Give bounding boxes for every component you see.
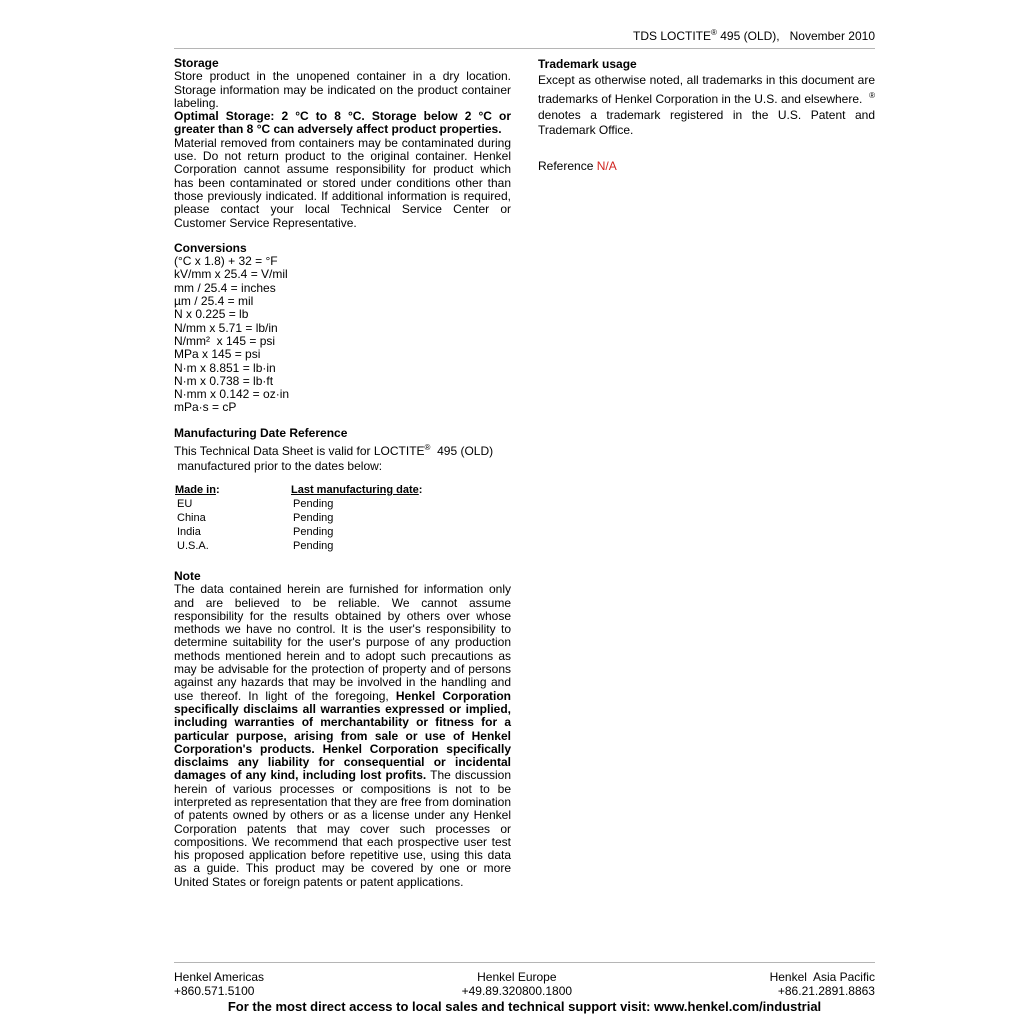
table-row (175, 540, 422, 554)
page-header (174, 28, 875, 43)
trademark-text: Except as otherwise noted, all trademarks in this document are trademarks of Henkel Corporation in the U.S. and elsewhere. (538, 72, 879, 107)
europe-phone: +49.89.320800.1800 (461, 983, 573, 998)
note-title: Note (174, 568, 201, 583)
conversion-line: MPa x 145 = psi (174, 347, 261, 362)
trademark-body (538, 72, 879, 139)
made-in-cell: EU (177, 498, 193, 511)
registered-mark: ® (711, 28, 717, 37)
left-column (174, 57, 511, 889)
americas-name: Henkel Americas (174, 970, 265, 984)
footer-divider (174, 962, 875, 963)
last-date-header (291, 484, 422, 498)
mfg-date-intro (174, 440, 511, 459)
table-header-row (175, 484, 422, 498)
storage-paragraph-3: Material removed from containers may be contaminated during use. Do not return product to the original container. Henkel Corporation cannot assume responsibility for product which has been contaminated or stored under conditions other than those previously indicated. If additional information is required, please contact your local Technical Service Center or Customer Service Representative. (174, 135, 511, 230)
mfg-intro-text: This Technical Data Sheet is valid for LOCTITE (174, 444, 425, 459)
made-in-cell: India (177, 526, 201, 539)
mfg-date-intro-cont: manufactured prior to the dates below: (174, 459, 383, 474)
date-cell: Pending (293, 540, 334, 553)
conversions-title: Conversions (174, 240, 247, 255)
colon: : (418, 484, 423, 497)
table-row (175, 526, 422, 540)
colon: : (215, 484, 220, 497)
table-row (175, 498, 422, 512)
contact-asia-pacific (770, 971, 875, 998)
reference-value: N/A (596, 158, 617, 173)
note-disclaimer: Henkel Corporation specifically disclaims all warranties expressed or implied, including warranties of merchantability or fitness for a particular purpose, arising from sale or use of Henkel Corporation's products. Henkel Corporation specifically disclaims any liability for consequential or incidental damages of any kind, including lost profits. (174, 688, 511, 783)
footer-support-banner: For the most direct access to local sales and technical support visit: www.henkel.com/industrial (227, 999, 822, 1014)
table-row (175, 512, 422, 526)
americas-phone: +860.571.5100 (174, 983, 255, 998)
made-in-cell: China (177, 512, 206, 525)
header-prefix: TDS LOCTITE (633, 29, 712, 43)
conversion-line: N/mm² x 145 = psi (174, 333, 276, 348)
date-cell: Pending (293, 498, 334, 511)
registered-mark: ® (869, 91, 875, 101)
date-cell: Pending (293, 526, 334, 539)
header-suffix: 495 (OLD), November 2010 (716, 29, 875, 43)
conversion-line: mm / 25.4 = inches (174, 280, 276, 295)
contact-americas (174, 971, 264, 998)
trademark-text-cont: denotes a trademark registered in the U.S. Patent and Trademark Office. (538, 107, 875, 138)
conversion-line: N·mm x 0.142 = oz·in (174, 387, 290, 402)
mfg-date-section (174, 427, 511, 554)
mfg-intro-product: 495 (OLD) (430, 444, 494, 459)
made-in-label: Made in (175, 484, 216, 497)
europe-name: Henkel Europe (477, 970, 557, 984)
made-in-cell: U.S.A. (177, 540, 209, 553)
date-cell: Pending (293, 512, 334, 525)
conversions-section (174, 242, 511, 415)
note-body (174, 583, 511, 889)
note-text-3: The discussion herein of various processes or compositions is not to be interpreted as representation that they are free from domination of patents owned by others or as a license under any Henkel Corporation patents that may cover such processes or compositions. We recommend that each prospective user test his proposed application before repetitive use, using this data as a guide. This product may be covered by one or more United States or foreign patents or patent applications. (174, 768, 512, 889)
asia-phone: +86.21.2891.8863 (777, 983, 875, 998)
conversion-line: mPa·s = cP (174, 400, 237, 415)
conversion-line: (°C x 1.8) + 32 = °F (174, 254, 278, 269)
storage-title: Storage (174, 56, 219, 70)
note-text-1: The data contained herein are furnished for information only and are believed to be reliable. We cannot assume responsibility for the results obtained by others over whose methods we have no control. It is the user's responsibility to determine suitability for the user's purpose of any production methods mentioned herein and to adopt such precautions as may be advisable for the protection of property and of persons against any hazards that may be involved in the handling and use thereof. In light of the foregoing, (174, 582, 511, 703)
storage-paragraph-1: Store product in the unopened container in a dry location. Storage information may be indicated on the product container labeling. (174, 69, 511, 110)
header-divider (174, 48, 875, 49)
right-column (538, 57, 879, 175)
reference-line (538, 159, 875, 175)
note-section (174, 570, 511, 889)
conversion-line: µm / 25.4 = mil (174, 294, 254, 309)
storage-optimal-paragraph: Optimal Storage: 2 °C to 8 °C. Storage below 2 °C or greater than 8 °C can adversely affect product properties. (174, 109, 511, 137)
trademark-title: Trademark usage (538, 57, 637, 71)
conversion-line: N·m x 0.738 = lb·ft (174, 373, 274, 388)
conversion-line: N x 0.225 = lb (174, 307, 249, 322)
made-in-header (175, 484, 291, 498)
conversion-line: kV/mm x 25.4 = V/mil (174, 267, 288, 282)
last-date-label: Last manufacturing date (291, 484, 419, 497)
storage-section (174, 57, 511, 230)
contact-europe (462, 971, 572, 998)
registered-mark: ® (424, 443, 431, 453)
reference-label: Reference (538, 158, 597, 173)
mfg-date-title: Manufacturing Date Reference (174, 425, 348, 440)
footer-contacts (174, 971, 875, 998)
conversion-line: N/mm x 5.71 = lb/in (174, 320, 278, 335)
conversion-line: N·m x 8.851 = lb·in (174, 360, 276, 375)
mfg-date-table (175, 484, 422, 554)
asia-name: Henkel Asia Pacific (769, 970, 875, 984)
